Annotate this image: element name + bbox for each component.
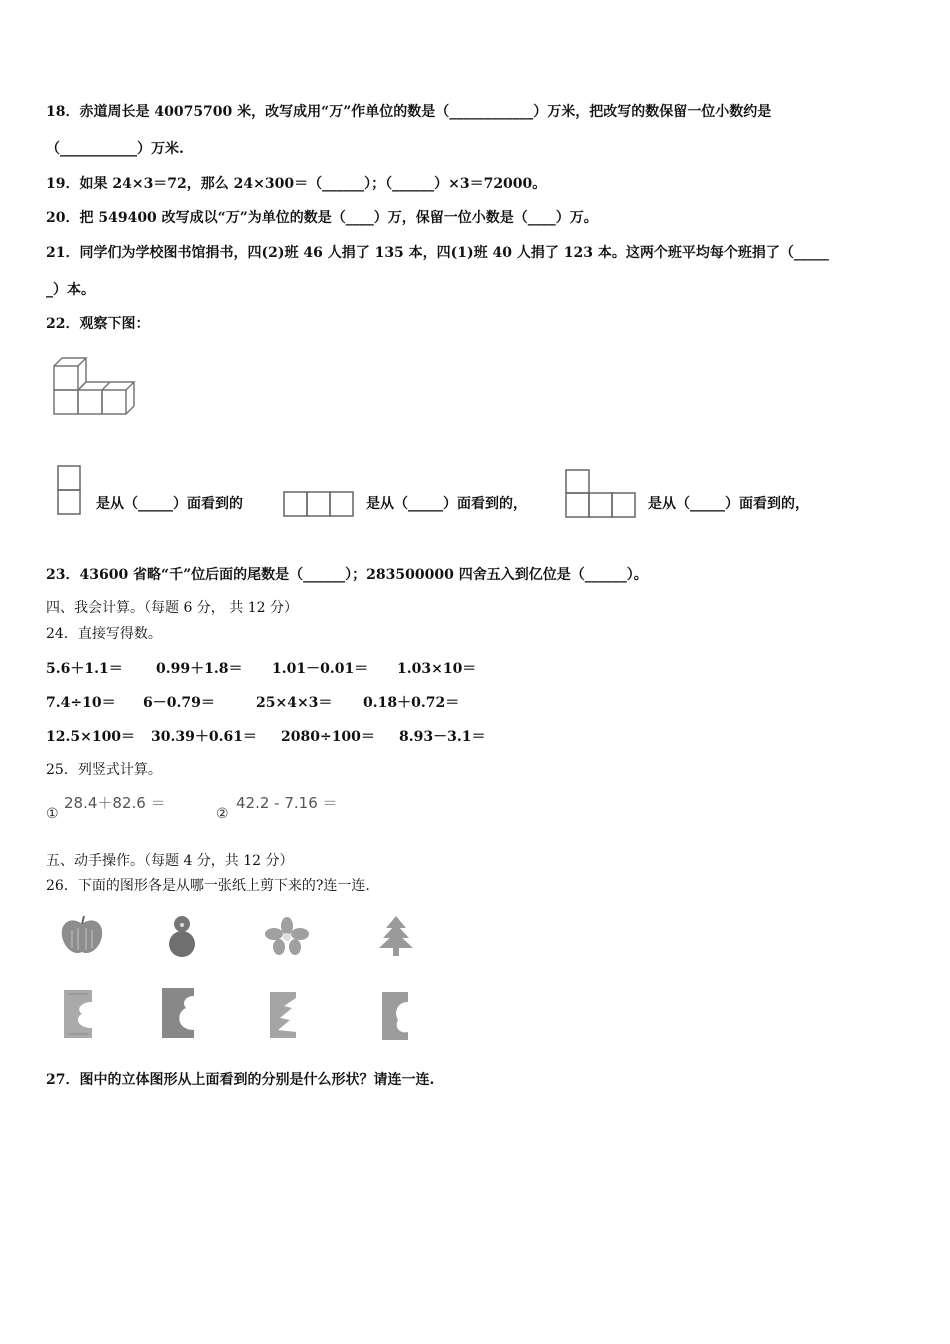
- cube-solid-figure: [50, 346, 140, 418]
- cut-paper-gourd-icon: [160, 986, 200, 1040]
- apple-shape-icon: [58, 914, 106, 958]
- question-20: 20．把 549400 改写成以“万”为单位的数是（____）万，保留一位小数是（____）万。: [46, 210, 598, 226]
- question-22-title: 22．观察下图：: [46, 316, 150, 332]
- question-26-title: 26．下面的图形各是从哪一张纸上剪下来的?连一连.: [46, 878, 370, 894]
- view-label-2: 是从（_____）面看到的，: [366, 496, 527, 512]
- cut-paper-apple-icon: [380, 990, 416, 1042]
- section-5-heading: 五、动手操作。（每题 4 分，共 12 分）: [46, 853, 294, 869]
- question-23: 23．43600 省略“千”位后面的尾数是（______）；283500000 四舍五入到亿位是（______）。: [46, 567, 648, 583]
- view-label-3: 是从（_____）面看到的，: [648, 496, 809, 512]
- calc-item: 1.01－0.01＝: [272, 661, 369, 677]
- calc-item: 5.6＋1.1＝: [46, 661, 123, 677]
- calc-item: 8.93－3.1＝: [399, 729, 486, 745]
- question-18-line-1: 18．赤道周长是 40075700 米，改写成用“万”作单位的数是（____________）万米，把改写的数保留一位小数约是: [46, 104, 772, 120]
- section-4-heading: 四、我会计算。（每题 6 分， 共 12 分）: [46, 600, 298, 616]
- view-figure-vertical-two: [56, 464, 84, 516]
- view-label-1: 是从（_____）面看到的: [96, 496, 243, 512]
- question-21-line-1: 21．同学们为学校图书馆捐书，四(2)班 46 人捐了 135 本，四(1)班 40 人捐了 123 本。这两个班平均每个班捐了（_____: [46, 245, 829, 261]
- question-19: 19．如果 24×3＝72，那么 24×300＝（______）；（______）×3＝72000。: [46, 176, 547, 192]
- calc-item: 2080÷100＝: [281, 729, 375, 745]
- vertical-calc-expr-2: 42.2 - 7.16 ＝: [236, 794, 338, 812]
- question-24-title: 24．直接写得数。: [46, 626, 162, 642]
- item-mark-2: ②: [216, 806, 229, 822]
- tree-shape-icon: [376, 914, 416, 958]
- calc-item: 0.18＋0.72＝: [363, 695, 460, 711]
- calc-item: 25×4×3＝: [256, 695, 333, 711]
- view-options-row: [46, 460, 906, 520]
- cut-paper-flower-icon: [62, 988, 98, 1040]
- calc-item: 1.03×10＝: [397, 661, 477, 677]
- calc-item: 12.5×100＝: [46, 729, 136, 745]
- view-figure-horizontal-three: [282, 490, 356, 518]
- view-figure-l-shape: [564, 468, 640, 520]
- calc-item: 7.4÷10＝: [46, 695, 116, 711]
- gourd-shape-icon: [164, 912, 200, 958]
- question-27: 27．图中的立体图形从上面看到的分别是什么形状？请连一连.: [46, 1072, 435, 1088]
- cut-paper-tree-icon: [268, 990, 304, 1040]
- calc-item: 6－0.79＝: [143, 695, 215, 711]
- item-mark-1: ①: [46, 806, 59, 822]
- calc-item: 0.99＋1.8＝: [156, 661, 243, 677]
- question-21-line-2: _）本。: [46, 282, 95, 298]
- flower-shape-icon: [264, 916, 310, 956]
- question-25-title: 25．列竖式计算。: [46, 762, 162, 778]
- calc-item: 30.39＋0.61＝: [151, 729, 257, 745]
- question-18-line-2: （___________）万米.: [46, 141, 184, 157]
- vertical-calc-expr-1: 28.4＋82.6 ＝: [64, 794, 166, 812]
